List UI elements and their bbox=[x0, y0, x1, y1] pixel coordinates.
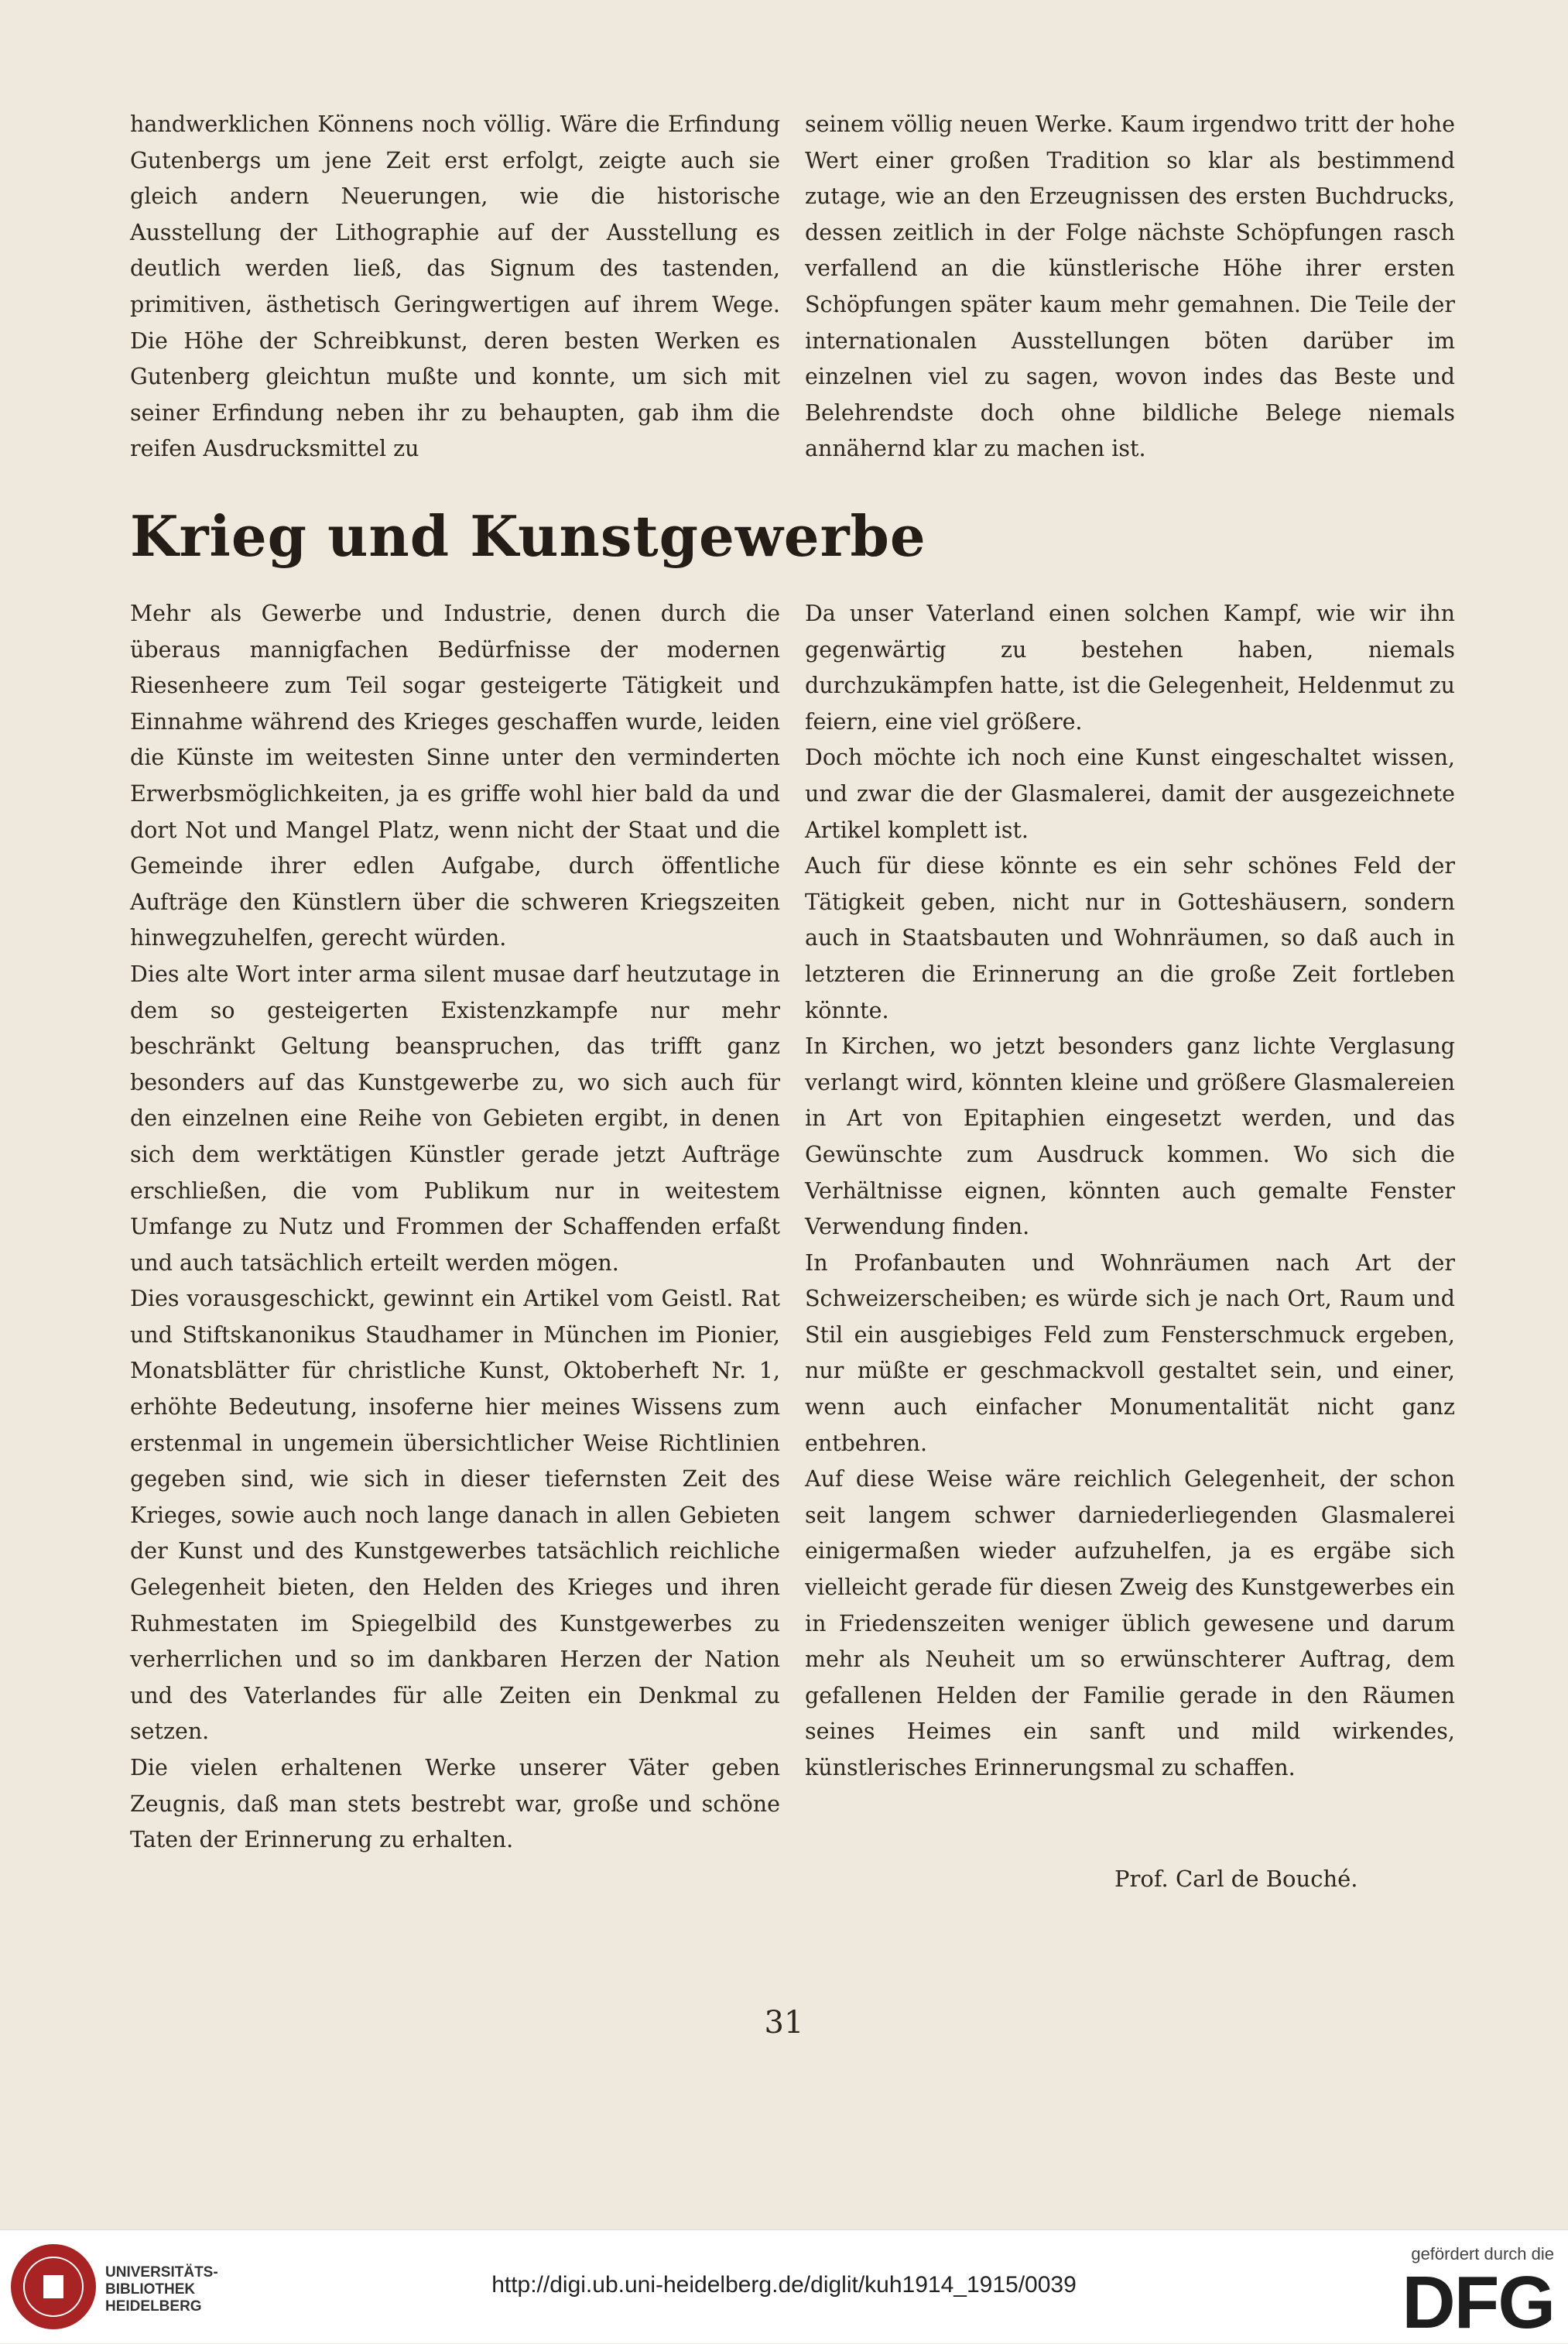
left-body-column bbox=[130, 596, 780, 1859]
library-line: HEIDELBERG bbox=[105, 2298, 202, 2315]
top-right-paragraph: seinem völlig neuen Werke. Kaum irgendwo tritt der hohe Wert einer großen Tradition so klar als bestimmend zutage, wie an den Erzeugnissen des ersten Buchdrucks, dessen zeitlich in der Folge nächste Schöpfungen rasch verfallend an die künstlerische Höhe ihrer ersten Schöpfungen später kaum mehr gemahnen. Die Teile der internationalen Ausstellungen böten darüber im einzelnen viel zu sagen, wovon indes das Beste und Belehrendste doch ohne bildliche Belege niemals annähernd klar zu machen ist. bbox=[805, 111, 1455, 462]
body-paragraph: In Kirchen, wo jetzt besonders ganz lichte Verglasung verlangt wird, könnten kleine und größere Glasmalereien in Art von Epitaphien eingesetzt werden, und das Gewünschte zum Ausdruck kommen. Wo sich die Verhältnisse eignen, könnten auch gemalte Fenster Verwendung finden. bbox=[805, 1033, 1455, 1240]
viewer-footer bbox=[0, 2229, 1568, 2343]
body-paragraph: Dies vorausgeschickt, gewinnt ein Artikel vom Geistl. Rat und Stiftskanonikus Staudhamer in München im Pionier, Monatsblätter für christliche Kunst, Oktoberheft Nr. 1, erhöhte Bedeutung, insoferne hier meines Wissens zum erstenmal in ungemein übersichtlicher Weise Richtlinien gegeben sind, wie sich in dieser tiefernsten Zeit des Krieges, sowie auch noch lange danach in allen Gebieten der Kunst und des Kunstgewerbes tatsächlich reichliche Gelegenheit bieten, den Helden des Krieges und ihren Ruhmestaten im Spiegelbild des Kunstgewerbes zu verherrlichen und so im dankbaren Herzen der Nation und des Vaterlandes für alle Zeiten ein Denkmal zu setzen. bbox=[130, 1286, 780, 1745]
body-paragraph: Dies alte Wort inter arma silent musae darf heutzutage in dem so gesteigerten Existenzkampfe nur mehr beschränkt Geltung beanspruchen, das trifft ganz besonders auf das Kunstgewerbe zu, wo sich auch für den einzelnen eine Reihe von Gebieten ergibt, in denen sich dem werktätigen Künstler gerade jetzt Aufträge erschließen, die vom Publikum nur in weitestem Umfange zu Nutz und Frommen der Schaffenden erfaßt und auch tatsächlich erteilt werden mögen. bbox=[130, 961, 780, 1276]
library-line: UNIVERSITÄTS- bbox=[105, 2264, 218, 2281]
right-body-column bbox=[805, 596, 1455, 1787]
body-paragraph: Doch möchte ich noch eine Kunst eingeschaltet wissen, und zwar die der Glasmalerei, damit der ausgezeichnete Artikel komplett ist. bbox=[805, 745, 1455, 843]
top-left-paragraph: handwerklichen Könnens noch völlig. Wäre die Erfindung Gutenbergs um jene Zeit erst erfolgt, zeigte auch sie gleich andern Neuerungen, wie die historische Ausstellung der Lithographie auf der Ausstellung es deutlich werden ließ, das Signum des tastenden, primitiven, ästhetisch Geringwertigen auf ihrem Wege. Die Höhe der Schreibkunst, deren besten Werken es Gutenberg gleichtun mußte und konnte, um sich mit seiner Erfindung neben ihr zu behaupten, gab ihm die reifen Ausdrucksmittel zu bbox=[130, 111, 780, 462]
author-signature: Prof. Carl de Bouché. bbox=[1114, 1866, 1358, 1892]
top-right-column bbox=[805, 107, 1455, 468]
body-paragraph: Die vielen erhaltenen Werke unserer Väter geben Zeugnis, daß man stets bestrebt war, große und schöne Taten der Erinnerung zu erhalten. bbox=[130, 1755, 780, 1853]
source-url-link[interactable]: http://digi.ub.uni-heidelberg.de/diglit/kuh1914_1915/0039 bbox=[491, 2272, 1077, 2298]
body-paragraph: Mehr als Gewerbe und Industrie, denen durch die überaus mannigfachen Bedürfnisse der modernen Riesenheere zum Teil sogar gesteigerte Tätigkeit und Einnahme während des Krieges geschaffen wurde, leiden die Künste im weitesten Sinne unter den verminderten Erwerbsmöglichkeiten, ja es griffe wohl hier bald da und dort Not und Mangel Platz, wenn nicht der Staat und die Gemeinde ihrer edlen Aufgabe, durch öffentliche Aufträge den Künstlern über die schweren Kriegszeiten hinwegzuhelfen, gerecht würden. bbox=[130, 601, 780, 951]
body-paragraph: Da unser Vaterland einen solchen Kampf, wie wir ihn gegenwärtig zu bestehen haben, niemals durchzukämpfen hatte, ist die Gelegenheit, Heldenmut zu feiern, eine viel größere. bbox=[805, 601, 1455, 735]
page-number: 31 bbox=[764, 2005, 804, 2041]
sponsor-note: gefördert durch die bbox=[1411, 2244, 1554, 2263]
section-heading: Krieg und Kunstgewerbe bbox=[130, 503, 926, 569]
body-paragraph: Auf diese Weise wäre reichlich Gelegenheit, der schon seit langem schwer darniederliegenden Glasmalerei einigermaßen wieder aufzuhelfen, ja es ergäbe sich vielleicht gerade für diesen Zweig des Kunstgewerbes ein in Friedenszeiten weniger üblich gewesene und darum mehr als Neuheit um so erwünschterer Auftrag, dem gefallenen Helden der Familie gerade in den Räumen seines Heimes ein sanft und mild wirkendes, künstlerisches Erinnerungsmal zu schaffen. bbox=[805, 1466, 1455, 1780]
library-line: BIBLIOTHEK bbox=[105, 2281, 196, 2298]
top-left-column bbox=[130, 107, 780, 468]
dfg-logo[interactable]: DFG bbox=[1402, 2261, 1554, 2344]
body-paragraph: In Profanbauten und Wohnräumen nach Art der Schweizerscheiben; es würde sich je nach Ort, Raum und Stil ein ausgiebiges Feld zum Fensterschmuck ergeben, nur müßte er geschmackvoll gestaltet sein, und einer, wenn auch einfacher Monumentalität nicht ganz entbehren. bbox=[805, 1249, 1455, 1456]
body-paragraph: Auch für diese könnte es ein sehr schönes Feld der Tätigkeit geben, nicht nur in Gotteshäusern, sondern auch in Staatsbauten und Wohnräumen, so daß auch in letzteren die Erinnerung an die große Zeit fortleben könnte. bbox=[805, 853, 1455, 1023]
